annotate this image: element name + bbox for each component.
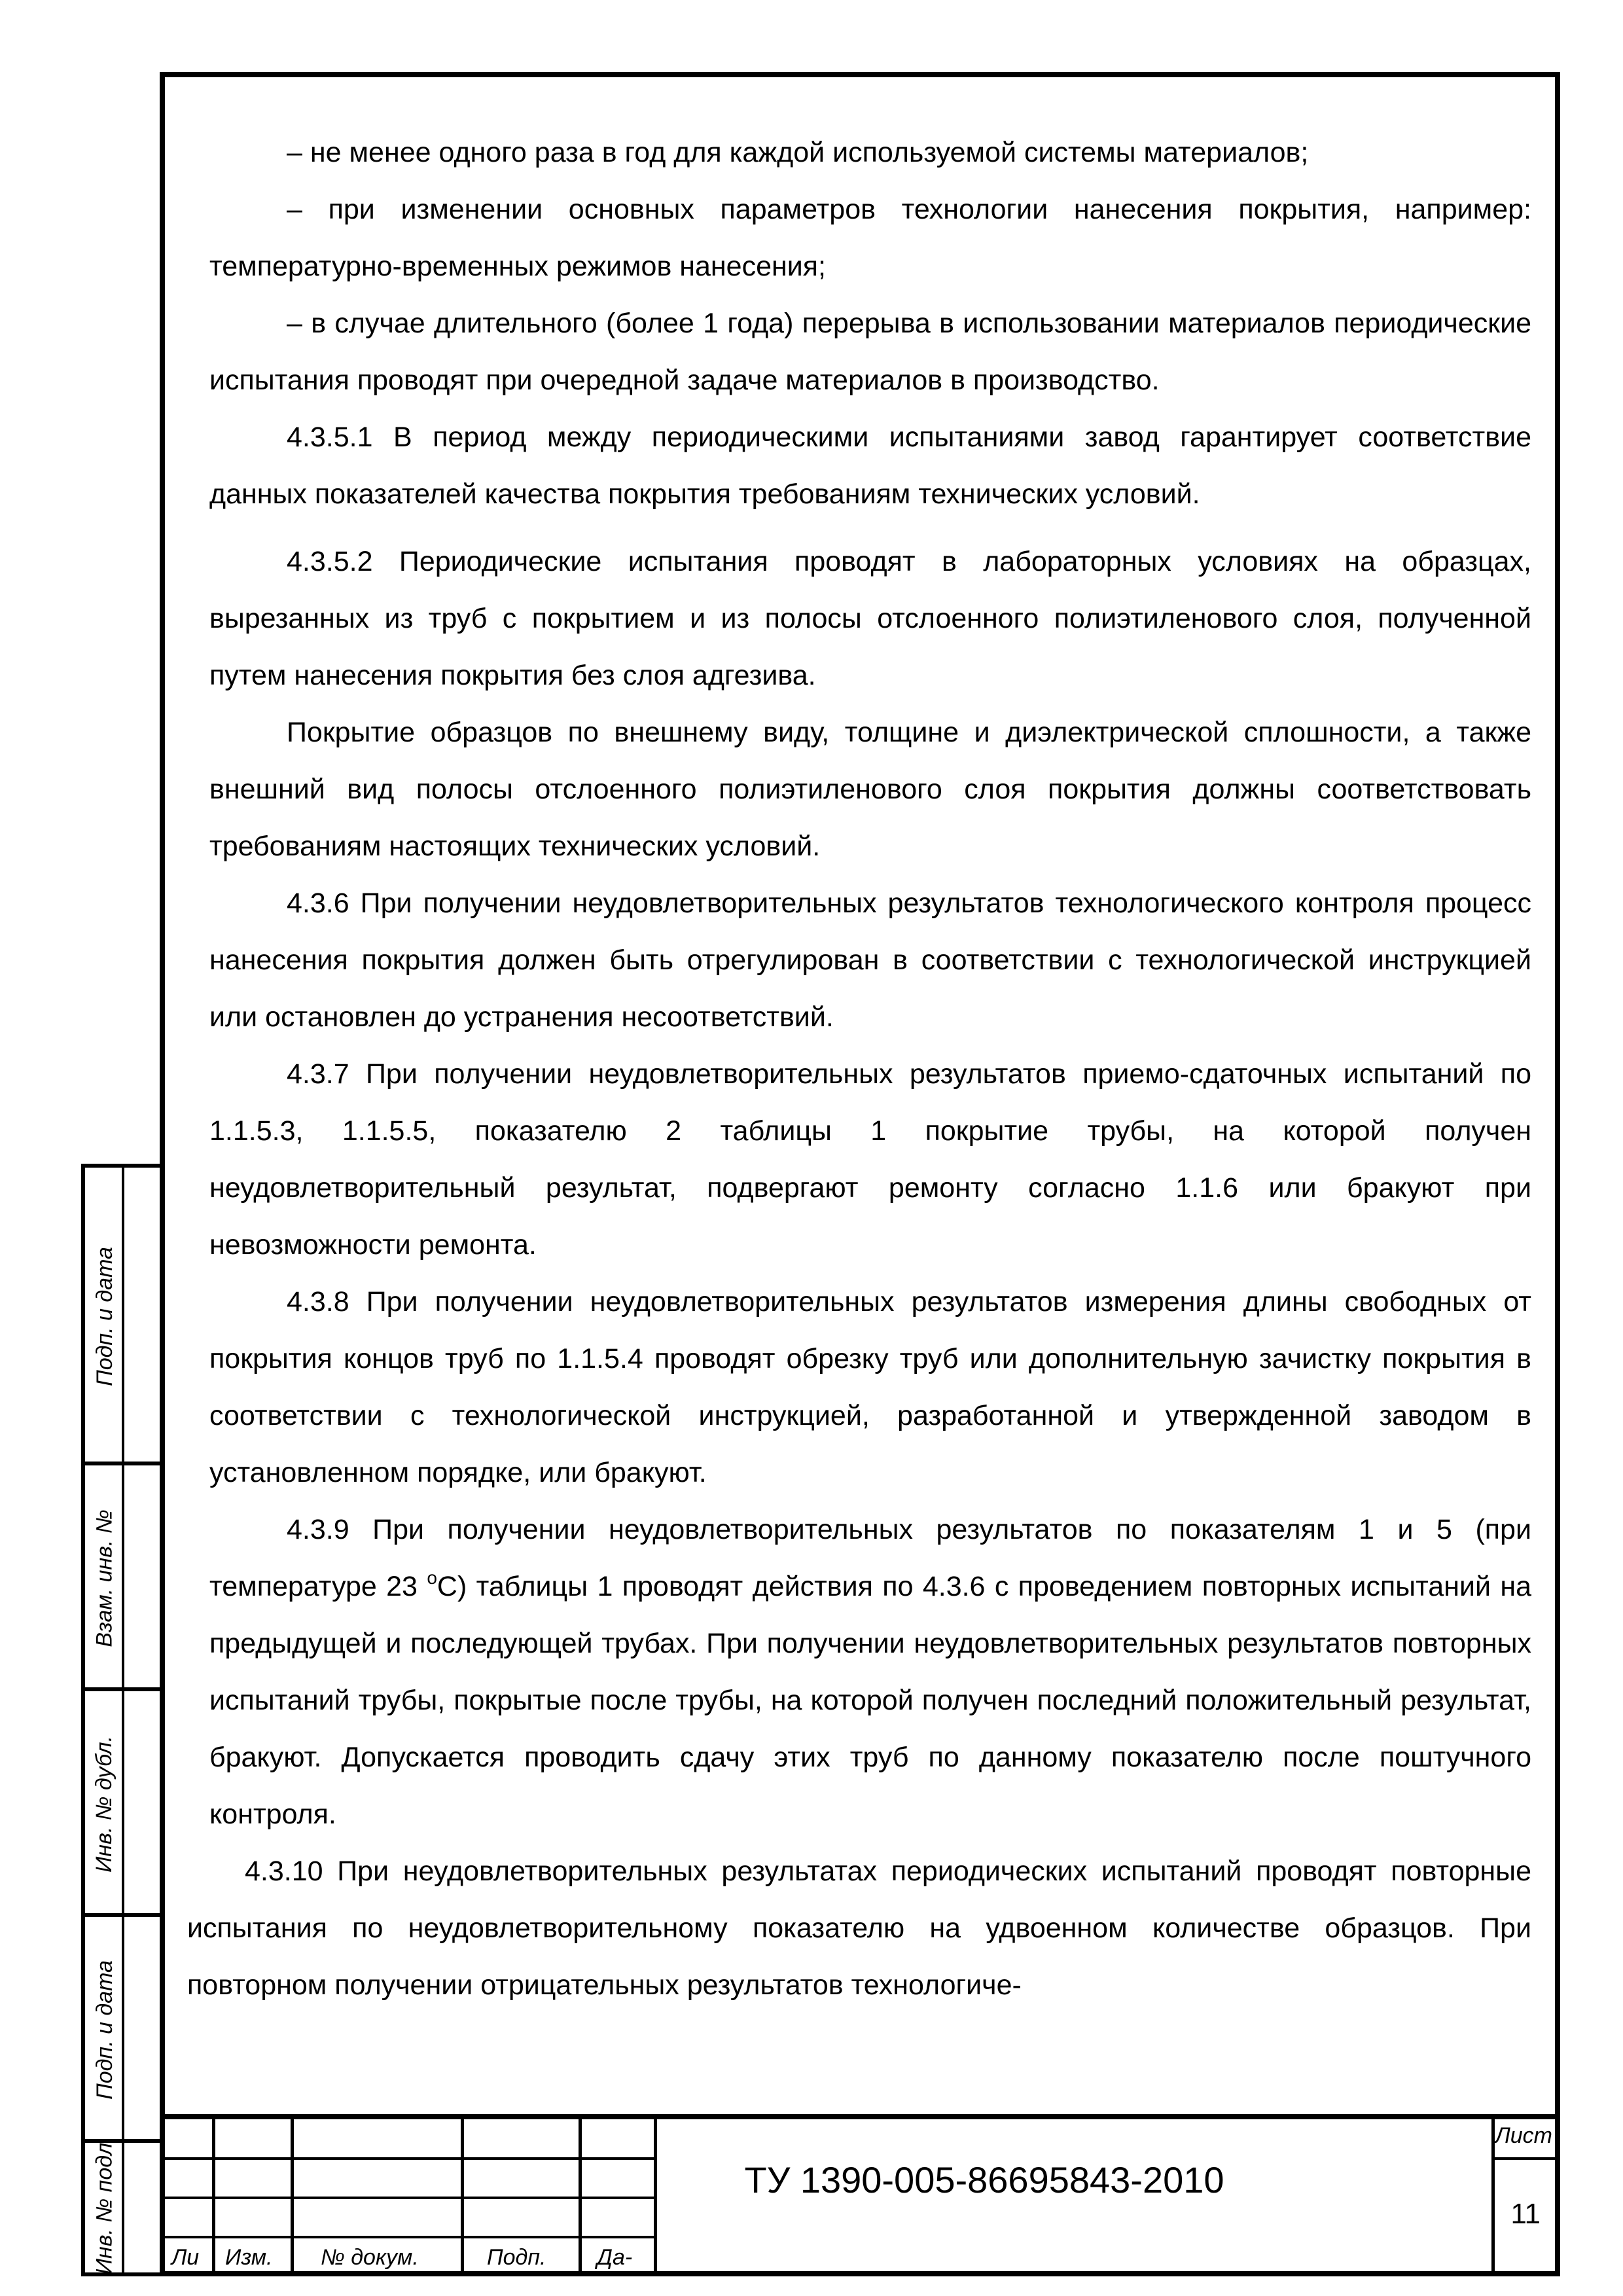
stamp-label-box <box>88 2143 122 2274</box>
paragraph-4-3-10: 4.3.10 При неудовлетворительных результатах периодических испытаний проводят повторные испытания по неудовлетворительному показателю на удвоенном количестве образцов. При повторном получении отрицательных результатов технологиче- <box>187 1856 1531 2001</box>
stamp-label: Инв. № подл <box>92 2142 117 2274</box>
column-label-li: Ли <box>171 2245 200 2270</box>
sheet-label: Лист <box>1495 2123 1552 2148</box>
text-run: С) таблицы 1 проводят действия по 4.3.6 с проведением повторных испытаний на предыдущей и последующей трубах. При получении неудовлетворительных результатов повторных испытаний трубы, покрытые после трубы, на которой получен последний положительный результат, бракуют. Допускается проводить сдачу этих труб по данному показателю после поштучного контроля. <box>209 1571 1531 1830</box>
column-label-podp: Подп. <box>487 2245 546 2270</box>
document-body <box>187 124 1531 2014</box>
title-block-row-line <box>160 2236 654 2238</box>
list-item: – не менее одного раза в год для каждой используемой системы материалов; <box>287 137 1309 168</box>
document-code: ТУ 1390-005-86695843-2010 <box>744 2159 1224 2200</box>
list-item: – в случае длительного (более 1 года) перерыва в использовании материалов периодические испытания проводят при очередной задаче материалов в производство. <box>209 308 1531 396</box>
column-label-doc: № докум. <box>321 2245 419 2270</box>
title-block-row-line <box>160 2157 654 2160</box>
stamp-label: Подп. и дата <box>92 1960 117 2100</box>
stamp-label-box <box>88 1168 122 1465</box>
stamp-label: Инв. № дубл. <box>92 1735 117 1873</box>
sheet-number: 11 <box>1510 2198 1541 2230</box>
text-run: 4.3.9 При получении неудовлетворительных результатов по показателям 1 и 5 (при температуре 23 <box>209 1514 1531 1602</box>
title-block-row-line <box>160 2197 654 2199</box>
paragraph: 4.3.7 При получении неудовлетворительных результатов приемо-сдаточных испытаний по 1.1.5.3, 1.1.5.5, показателю 2 таблицы 1 покрытие трубы, на которой получен неудовлетворительный результат, подвергают ремонту согласно 1.1.6 или бракуют при невозможности ремонта. <box>209 1058 1531 1261</box>
degree-sign: o <box>427 1568 437 1588</box>
paragraph: 4.3.8 При получении неудовлетворительных результатов измерения длины свободных от покрытия концов труб по 1.1.5.4 проводят обрезку труб или дополнительную зачистку покрытия в соответствии с технологической инструкцией, разработанной и утвержденной заводом в установленном порядке, или бракуют. <box>209 1286 1531 1488</box>
list-item: – при изменении основных параметров технологии нанесения покрытия, например: температурно-временных режимов нанесения; <box>209 194 1531 282</box>
stamp-label-box <box>88 1465 122 1691</box>
paragraph: 4.3.5.1 В период между периодическими испытаниями завод гарантирует соответствие данных показателей качества покрытия требованиям технических условий. <box>209 422 1531 510</box>
paragraph-4-3-9 <box>209 1501 1531 1843</box>
stamp-label: Подп. и дата <box>92 1247 117 1386</box>
title-block <box>160 2114 1560 2276</box>
paragraph: Покрытие образцов по внешнему виду, толщине и диэлектрической сплошности, а также внешний вид полосы отслоенного полиэтиленового слоя покрытия должны соответствовать требованиям настоящих технических условий. <box>209 717 1531 862</box>
paragraph: 4.3.5.2 Периодические испытания проводят в лабораторных условиях на образцах, вырезанных из труб с покрытием и из полосы отслоенного полиэтиленового слоя, полученной путем нанесения покрытия без слоя адгезива. <box>209 546 1531 691</box>
margin-stamp <box>81 1164 164 2276</box>
paragraph: 4.3.6 При получении неудовлетворительных результатов технологического контроля процесс нанесения покрытия должен быть отрегулирован в соответствии с технологической инструкцией или остановлен до устранения несоответствий. <box>209 888 1531 1033</box>
title-block-row-line <box>1491 2157 1560 2160</box>
column-label-data: Да- <box>597 2245 633 2270</box>
column-label-izm: Изм. <box>225 2245 273 2270</box>
stamp-label-box <box>88 1917 122 2143</box>
stamp-label: Взам. инв. № <box>92 1509 117 1647</box>
stamp-label-box <box>88 1691 122 1917</box>
